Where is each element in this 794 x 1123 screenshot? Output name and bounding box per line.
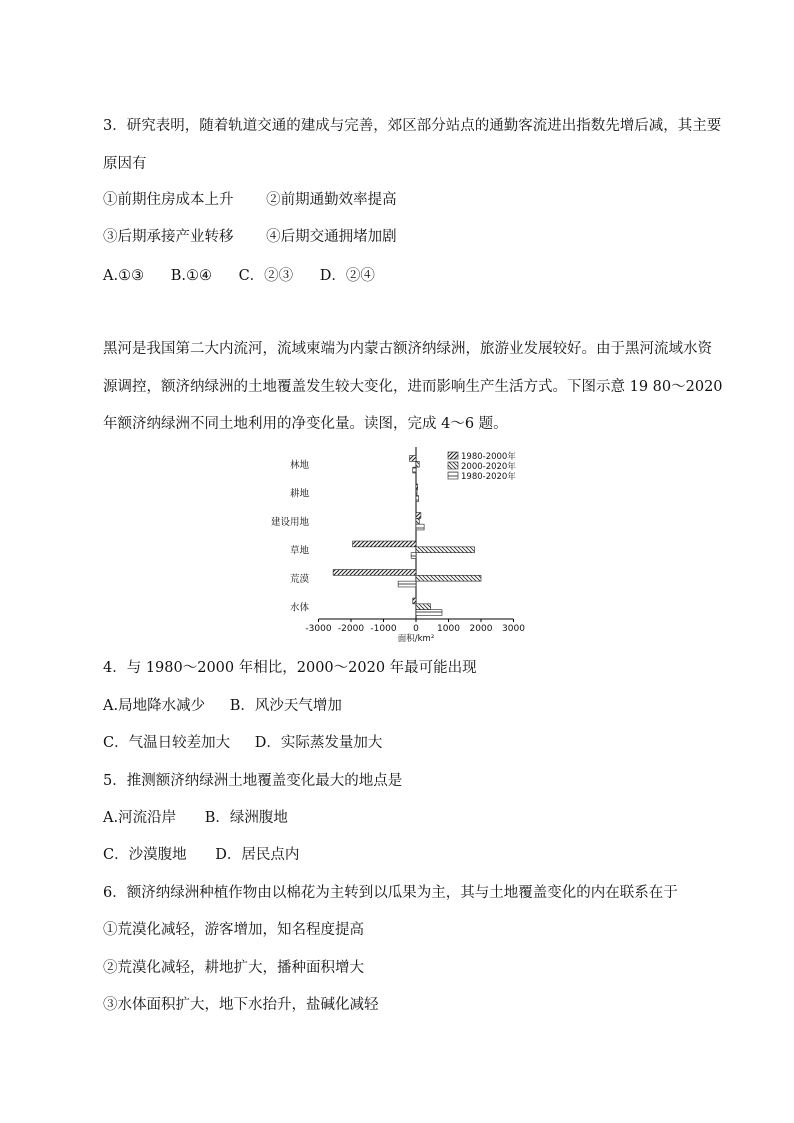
category-label: 水体: [289, 602, 309, 614]
bar: [416, 610, 442, 616]
x-tick-label: 0: [413, 624, 419, 634]
q5-stem: 5．推测额济纳绿洲土地覆盖变化最大的地点是: [103, 773, 403, 789]
q3-item-1: ①前期住房成本上升: [103, 192, 234, 208]
legend-label: 2000-2020年: [461, 462, 516, 472]
bar: [411, 553, 416, 559]
category-label: 耕地: [289, 488, 309, 500]
q3-options: [103, 266, 375, 286]
x-tick-label: 2000: [469, 624, 493, 634]
category-label: 林地: [289, 459, 309, 471]
q3-stem-line2: 原因有: [103, 156, 147, 172]
intro-line3: 年额济纳绿洲不同土地利用的净变化量。读图，完成 4～6 题。: [103, 416, 508, 432]
q5-option-a: A.河流沿岸: [103, 810, 177, 826]
q4-options-row1: [103, 696, 342, 716]
q3-option-a: A.①③: [103, 268, 145, 284]
category-label: 荒漠: [289, 573, 309, 585]
bar: [416, 518, 419, 524]
q6-item-1: ①荒漠化减轻，游客增加，知名程度提高: [103, 922, 364, 938]
bar: [416, 496, 419, 502]
bar: [333, 570, 416, 576]
category-label: 草地: [289, 545, 309, 557]
q3-option-c: C．②③: [238, 268, 294, 284]
bar: [416, 490, 417, 496]
q3-item-2: ②前期通勤效率提高: [266, 192, 397, 208]
q4-option-d: D．实际蒸发量加大: [254, 735, 383, 751]
q5-option-b: B．绿洲腹地: [204, 810, 288, 826]
bar: [398, 581, 416, 587]
bar: [416, 547, 475, 553]
bar: [416, 604, 431, 610]
q5-options-row2: [103, 845, 299, 865]
x-tick-label: -1000: [370, 624, 397, 634]
bar: [416, 513, 421, 519]
bar: [353, 541, 416, 547]
x-tick-label: 1000: [437, 624, 460, 634]
q4-options-row2: [103, 733, 382, 753]
q4-option-b: B．风沙天气增加: [229, 698, 342, 714]
bar: [416, 461, 419, 467]
q3-option-d: D．②④: [319, 268, 375, 284]
q6-stem: 6．额济纳绿洲种植作物由以棉花为主转到以瓜果为主，其与土地覆盖变化的内在联系在于: [103, 885, 678, 901]
legend-label: 1980-2000年: [461, 452, 516, 462]
q4-option-c: C．气温日较差加大: [103, 735, 231, 751]
q4-stem: 4．与 1980～2000 年相比，2000～2020 年最可能出现: [103, 660, 477, 676]
category-label: 建设用地: [270, 516, 309, 528]
x-tick-label: -3000: [305, 624, 332, 634]
q3-item-4: ④后期交通拥堵加剧: [266, 229, 397, 245]
q3-item-3: ③后期承接产业转移: [103, 229, 234, 245]
legend-swatch: [448, 472, 458, 479]
intro-line1: 黑河是我国第二大内流河，流域柬端为内蒙古额济纳绿洲，旅游业发展较好。由于黑河流域水资: [103, 341, 712, 357]
land-use-change-chart: [262, 447, 532, 642]
bar: [410, 456, 417, 462]
q4-option-a: A.局地降水减少: [103, 698, 206, 714]
q3-option-b: B.①④: [170, 268, 212, 284]
x-tick-label: -2000: [337, 624, 365, 634]
q6-item-3: ③水体面积扩大，地下水抬升，盐碱化减轻: [103, 997, 379, 1013]
bar: [413, 598, 416, 604]
legend-swatch: [448, 452, 458, 459]
legend-label: 1980-2020年: [461, 472, 516, 482]
x-axis-label: 面积/km²: [397, 634, 435, 642]
q3-items-row2: [103, 227, 397, 247]
q5-option-c: C．沙漠腹地: [103, 847, 187, 863]
q6-item-2: ②荒漠化减轻，耕地扩大，播种面积增大: [103, 960, 364, 976]
legend-swatch: [448, 462, 458, 469]
q5-options-row1: [103, 808, 288, 828]
bar: [413, 467, 416, 473]
intro-line2: 源调控，额济纳绿洲的土地覆盖发生较大变化，进而影响生产生活方式。下图示意 19 80～2020: [103, 379, 723, 395]
bar: [416, 484, 418, 490]
bar: [416, 575, 481, 581]
bar: [416, 524, 424, 530]
q5-option-d: D．居民点内: [215, 847, 300, 863]
x-tick-label: 3000: [502, 624, 525, 634]
q3-items-row1: [103, 190, 397, 210]
q3-stem-line1: 3．研究表明，随着轨道交通的建成与完善，郊区部分站点的通勤客流进出指数先增后减，其主要: [103, 118, 722, 134]
